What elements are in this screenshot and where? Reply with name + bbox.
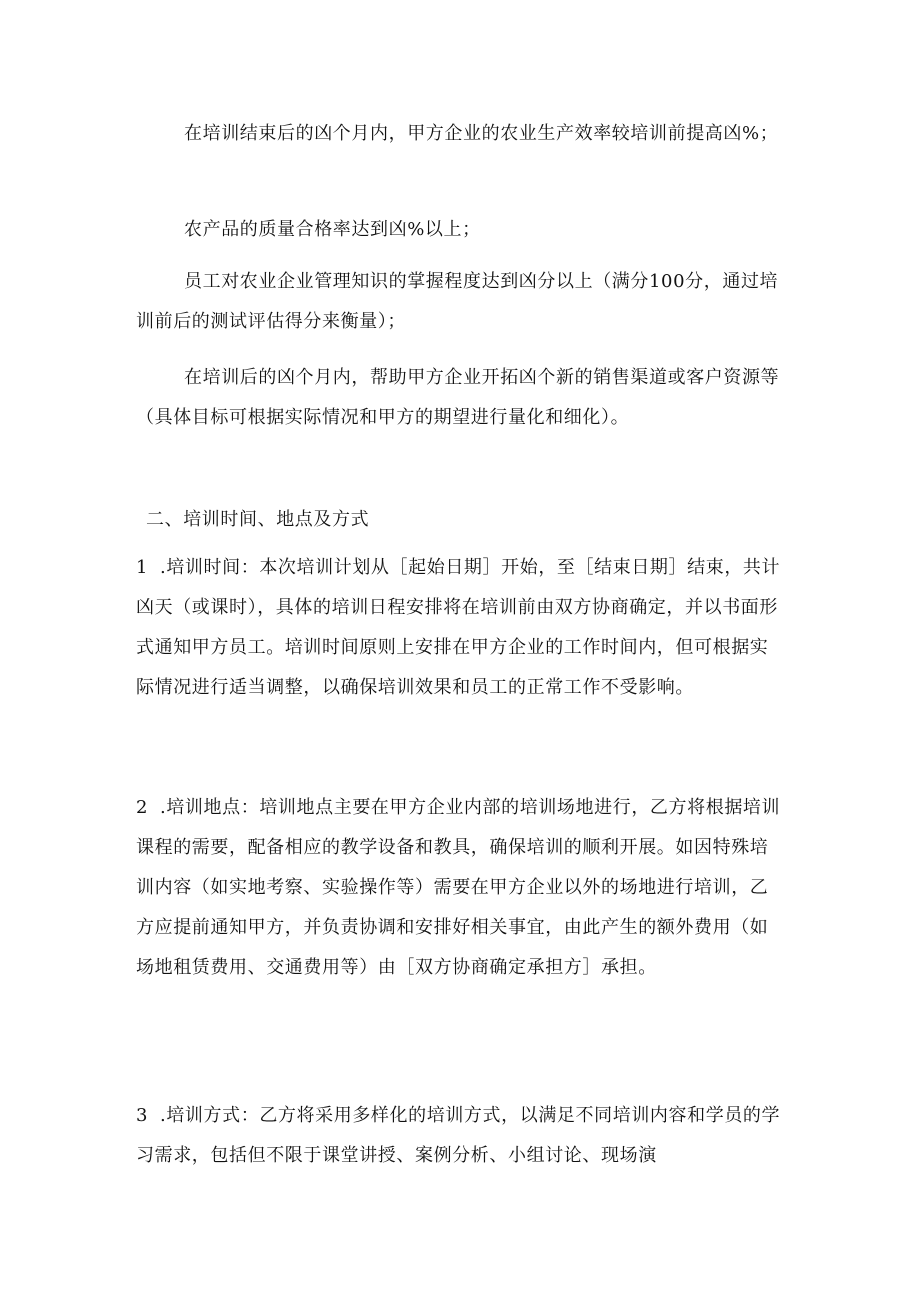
item-training-location bbox=[136, 788, 784, 988]
goal-paragraph-2: 农产品的质量合格率达到凶%以上； bbox=[184, 219, 481, 240]
item-text: .培训方式：乙方将采用多样化的培训方式，以满足不同培训内容和学员的学习需求，包括但不限于课堂讲授、案例分析、小组讨论、现场演 bbox=[136, 1105, 781, 1166]
goal-paragraph-4: 在培训后的凶个月内，帮助甲方企业开拓凶个新的销售渠道或客户资源等（具体目标可根据实际情况和甲方的期望进行量化和细化）。 bbox=[136, 367, 780, 428]
goal-paragraph-1: 在培训结束后的凶个月内，甲方企业的农业生产效率较培训前提高凶%； bbox=[184, 123, 779, 144]
item-text: .培训地点：培训地点主要在甲方企业内部的培训场地进行，乙方将根据培训课程的需要，配备相应的教学设备和教具，确保培训的顺利开展。如因特殊培训内容（如实地考察、实验操作等）需要在甲方企业以外的场地进行培训，乙方应提前通知甲方，并负责协调和安排好相关事宜，由此产生的额外费用（如场地租赁费用、交通费用等）由［双方协商确定承担方］承担。 bbox=[136, 797, 781, 978]
item-number: 2 bbox=[136, 797, 149, 818]
goal-paragraph-3: 员工对农业企业管理知识的掌握程度达到凶分以上（满分100分，通过培训前后的测试评估得分来衡量）； bbox=[136, 271, 779, 332]
item-training-method bbox=[136, 1096, 784, 1176]
section-heading: 二、培训时间、地点及方式 bbox=[146, 509, 370, 530]
item-training-time bbox=[136, 548, 784, 708]
item-text: .培训时间：本次培训计划从［起始日期］开始，至［结束日期］结束，共计凶天（或课时），具体的培训日程安排将在培训前由双方协商确定，并以书面形式通知甲方员工。培训时间原则上安排在甲方企业的工作时间内，但可根据实际情况进行适当调整，以确保培训效果和员工的正常工作不受影响。 bbox=[136, 557, 781, 698]
item-number: 3 bbox=[136, 1105, 149, 1126]
item-number: 1 bbox=[136, 557, 149, 578]
